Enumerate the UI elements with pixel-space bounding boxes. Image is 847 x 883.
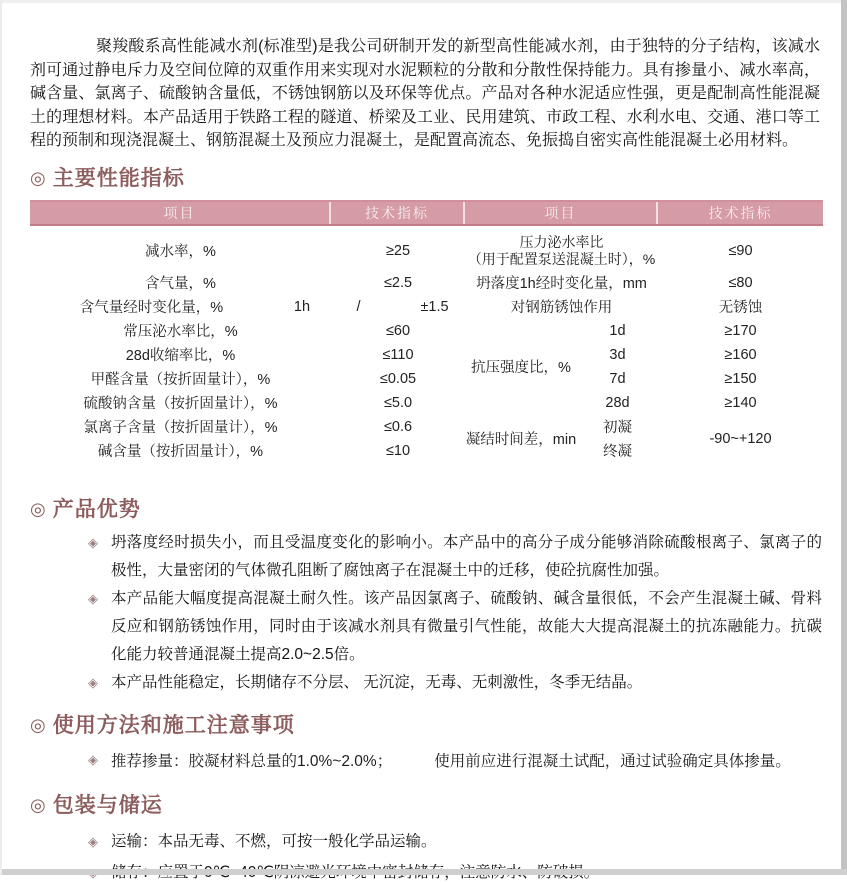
table-right-half (465, 231, 823, 463)
group-rows (577, 319, 823, 415)
list-item (88, 831, 822, 852)
table-row (577, 319, 823, 343)
table-row (30, 231, 465, 271)
table-row (30, 319, 465, 343)
table-row (30, 439, 465, 463)
row-slash: / (356, 298, 361, 315)
diamond-bullet-icon: ◈ (88, 833, 98, 849)
row-value: ≤110 (382, 346, 414, 363)
scan-edge-top (0, 0, 847, 3)
row-label: 硫酸钠含量（按折固量计），% (83, 396, 278, 412)
double-circle-icon: ◎ (30, 794, 46, 815)
row-label-group (30, 296, 331, 317)
row-label: 碱含量（按折固量计），% (97, 444, 264, 460)
row-value: ≤5.0 (383, 394, 413, 411)
row-value: 无锈蚀 (718, 300, 763, 316)
row-value: ≥170 (724, 322, 757, 339)
section-heading-packing (30, 789, 847, 819)
table-row (465, 295, 823, 319)
table-row (30, 271, 465, 295)
diamond-bullet-icon: ◈ (88, 534, 98, 550)
row-label: 减水率，% (145, 244, 216, 260)
section-heading-advantages (30, 493, 847, 523)
row-label: 对钢筋锈蚀作用 (510, 300, 613, 316)
row-value: ≤2.5 (383, 274, 413, 291)
row-sublabel: 初凝 (603, 420, 632, 436)
scan-edge-bottom (0, 869, 847, 875)
row-label-line1: 压力泌水率比 (519, 233, 604, 250)
advantages-list (88, 529, 822, 697)
row-value: ≤90 (728, 242, 753, 259)
table-header-item-right: 项目 (465, 202, 658, 224)
table-row (577, 415, 658, 439)
double-circle-icon: ◎ (30, 714, 46, 735)
list-item-text: 运输：本品无毒、不燃，可按一般化学品运输。 (111, 832, 437, 850)
double-circle-icon: ◎ (30, 167, 46, 188)
section-heading-usage (30, 709, 847, 739)
table-left-half (30, 231, 465, 463)
table-row (30, 367, 465, 391)
table-row (30, 295, 465, 319)
row-label: 氯离子含量（按折固量计），% (83, 420, 278, 436)
table-body (30, 226, 823, 463)
double-circle-icon: ◎ (30, 498, 46, 519)
row-sublabel: 7d (609, 370, 626, 387)
section-title-packing: 包装与储运 (52, 793, 163, 817)
row-sublabel: 28d (605, 394, 630, 411)
section-title-performance: 主要性能指标 (52, 166, 185, 190)
row-value: ≤10 (385, 442, 411, 459)
intro-paragraph: 聚羧酸系高性能减水剂(标准型)是我公司研制开发的新型高性能减水剂，由于独特的分子结构，该减水剂可通过静电斥力及空间位障的双重作用来实现对水泥颗粒的分散和分散性保持能力。具有掺量小、减水率高，碱含量、氯离子、硫酸钠含量低，不锈蚀钢筋以及环保等优点。产品对各种水泥适应性强，更是配制高性能混凝土的理想材料。本产品适用于铁路工程的隧道、桥梁及工业、民用建筑、市政工程、水利水电、交通、港口等工程的预制和现浇混凝土、钢筋混凝土及预应力混凝土，是配置高流态、免振捣自密实高性能混凝土必用材料。 (30, 38, 820, 149)
row-sublabel: 1h (293, 298, 311, 315)
table-group-setting-time (465, 415, 823, 463)
diamond-bullet-icon: ◈ (88, 674, 98, 690)
section-title-usage: 使用方法和施工注意事项 (52, 713, 295, 737)
list-item-text: 坍落度经时损失小，而且受温度变化的影响小。本产品中的高分子成分能够消除硫酸根离子、氯离子的极性，大量密闭的气体微孔阻断了腐蚀离子在混凝土中的迁移，使砼抗腐性加强。 (111, 533, 822, 579)
row-label: 坍落度1h经时变化量，mm (476, 276, 647, 292)
row-label: 常压泌水率比，% (123, 324, 238, 340)
row-value: ≥25 (385, 242, 411, 259)
row-value: ≤0.6 (383, 418, 413, 435)
table-row (577, 439, 658, 463)
row-sublabel: 终凝 (603, 444, 632, 460)
dosage-note: 使用前应进行混凝土试配，通过试验确定具体掺量。 (434, 752, 791, 770)
table-row (577, 343, 823, 367)
diamond-bullet-icon: ◈ (88, 751, 98, 767)
table-row (577, 367, 823, 391)
table-row (577, 391, 823, 415)
row-value: ≥140 (724, 394, 757, 411)
row-sublabel: 1d (609, 322, 626, 339)
row-label: 含气量经时变化量，% (79, 300, 224, 316)
row-value-group (331, 299, 465, 315)
scan-edge-right (841, 0, 847, 875)
row-value: ±1.5 (420, 298, 449, 315)
row-label-line2: （用于配置泵送混凝土时），% (467, 250, 656, 267)
row-label (465, 234, 658, 268)
row-label: 含气量，% (145, 276, 216, 292)
table-row (30, 391, 465, 415)
row-value: ≥150 (724, 370, 757, 387)
row-value: -90~+120 (709, 430, 772, 447)
table-row (30, 343, 465, 367)
performance-table (30, 200, 823, 463)
group-label: 凝结时间差，min (465, 432, 577, 448)
table-header-indicator-right: 技术指标 (708, 204, 773, 221)
list-item (88, 669, 822, 697)
table-row (465, 231, 823, 271)
table-group-strength (465, 319, 823, 415)
section-heading-performance (30, 162, 847, 192)
scan-edge-left (0, 0, 2, 875)
table-row (30, 415, 465, 439)
row-value: ≥160 (724, 346, 757, 363)
row-label: 28d收缩率比，% (125, 348, 236, 364)
list-item (88, 585, 822, 669)
usage-dosage-line (88, 749, 822, 771)
list-item-text: 本产品能大幅度提高混凝土耐久性。该产品因氯离子、硫酸钠、碱含量很低，不会产生混凝土碱、骨料反应和钢筋锈蚀作用，同时由于该减水剂具有微量引气性能，故能大大提高混凝土的抗冻融能力。抗碳化能力较普通混凝土提高2.0~2.5倍。 (111, 589, 822, 663)
row-sublabel: 3d (609, 346, 626, 363)
list-item-text: 本产品性能稳定，长期储存不分层、 无沉淀，无毒、无刺激性，冬季无结晶。 (111, 673, 643, 691)
table-header-indicator-left: 技术指标 (331, 202, 465, 224)
row-value: ≤60 (385, 322, 411, 339)
group-label: 抗压强度比，% (471, 360, 571, 376)
row-value: ≤0.05 (379, 370, 417, 387)
diamond-bullet-icon: ◈ (88, 590, 98, 606)
list-item (88, 529, 822, 585)
dosage-text: 推荐掺量：胶凝材料总量的1.0%~2.0%； (111, 752, 393, 770)
row-value: ≤80 (728, 274, 753, 291)
row-label: 甲醛含量（按折固量计），% (90, 372, 271, 388)
group-rows (577, 415, 658, 463)
table-header-item-left: 项目 (30, 202, 331, 224)
table-row (465, 271, 823, 295)
section-title-advantages: 产品优势 (52, 497, 141, 521)
table-header-row (30, 200, 823, 226)
